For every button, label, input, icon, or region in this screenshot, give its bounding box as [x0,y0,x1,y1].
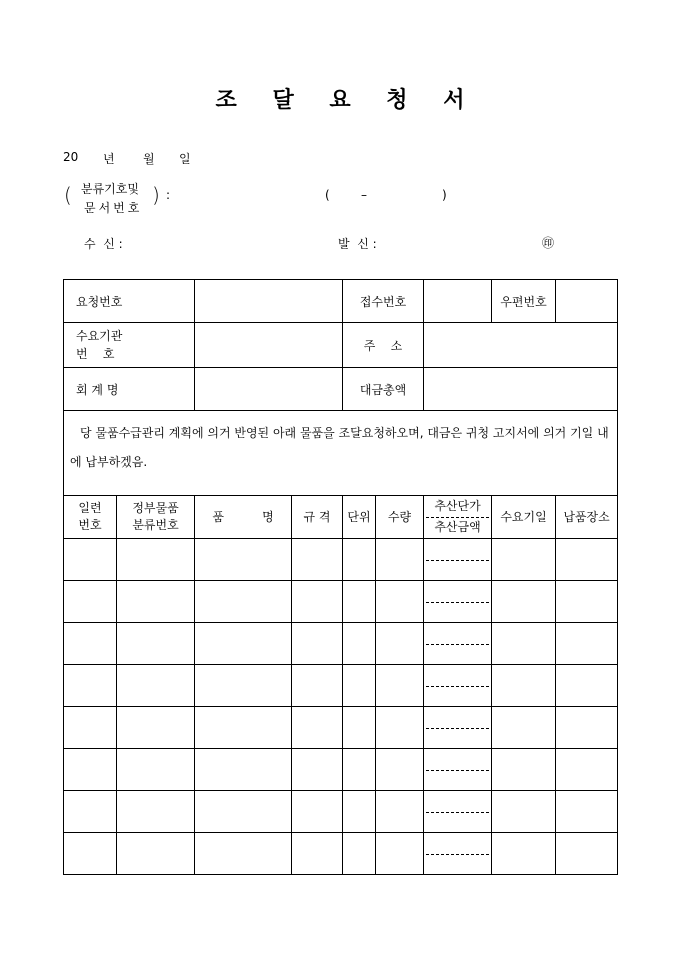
item-cell[interactable] [492,539,556,581]
item-cell[interactable] [343,791,376,833]
recipient-label: 수 신 : [84,237,123,251]
item-cell[interactable] [292,539,343,581]
request-form-table [63,279,618,875]
demand-agency-label-line2: 번 호 [76,347,115,361]
item-cell[interactable] [492,791,556,833]
date-day: 일 [179,152,191,166]
item-cell[interactable] [117,833,195,875]
item-cell[interactable] [424,623,492,665]
item-cell[interactable] [424,749,492,791]
postal-code-label: 우편번호 [492,280,556,323]
item-cell[interactable] [556,833,618,875]
item-cell[interactable] [492,665,556,707]
item-cell[interactable] [117,791,195,833]
item-cell[interactable] [376,665,424,707]
item-cell[interactable] [64,623,117,665]
col-unit: 단위 [343,496,376,539]
item-cell[interactable] [117,623,195,665]
item-cell[interactable] [64,707,117,749]
col-est-unit-price: 추산단가 [434,499,481,513]
address-value [424,323,618,368]
item-est-divider [426,560,489,561]
receipt-no-value [424,280,492,323]
date-month: 월 [143,152,155,166]
item-cell[interactable] [492,581,556,623]
receipt-no-label: 접수번호 [343,280,424,323]
item-cell[interactable] [117,749,195,791]
item-cell[interactable] [376,539,424,581]
item-cell[interactable] [556,749,618,791]
item-rows [64,539,618,875]
col-item-name: 품 명 [195,496,292,539]
item-row [64,749,618,791]
item-cell[interactable] [195,623,292,665]
item-cell[interactable] [64,833,117,875]
request-no-label: 요청번호 [64,280,195,323]
item-cell[interactable] [343,665,376,707]
item-cell[interactable] [556,581,618,623]
col-serial: 일련 번호 [64,496,117,539]
item-cell[interactable] [492,707,556,749]
item-cell[interactable] [195,539,292,581]
item-cell[interactable] [195,581,292,623]
demand-agency-value [195,323,343,368]
item-cell[interactable] [424,707,492,749]
item-cell[interactable] [343,581,376,623]
item-cell[interactable] [556,707,618,749]
date-prefix: 20 [63,150,79,164]
item-est-divider [426,686,489,687]
item-cell[interactable] [117,581,195,623]
col-spec: 규 격 [292,496,343,539]
item-cell[interactable] [343,539,376,581]
item-row [64,539,618,581]
item-row [64,791,618,833]
item-cell[interactable] [556,623,618,665]
item-cell[interactable] [424,581,492,623]
seal-mark: ㊞ [542,236,555,250]
item-cell[interactable] [292,707,343,749]
item-cell[interactable] [64,581,117,623]
item-cell[interactable] [343,833,376,875]
item-row [64,833,618,875]
item-cell[interactable] [292,623,343,665]
request-no-value [195,280,343,323]
item-row [64,623,618,665]
col-delivery-place: 납품장소 [556,496,618,539]
item-cell[interactable] [195,707,292,749]
item-cell[interactable] [292,581,343,623]
item-cell[interactable] [556,539,618,581]
col-qty: 수량 [376,496,424,539]
item-cell[interactable] [64,539,117,581]
item-cell[interactable] [343,749,376,791]
sender-label: 발 신 : [338,237,377,251]
item-cell[interactable] [424,665,492,707]
item-est-divider [426,770,489,771]
item-cell[interactable] [492,623,556,665]
demand-agency-label [64,323,195,368]
classification-close-paren: ) [152,183,160,207]
item-cell[interactable] [64,791,117,833]
item-row [64,581,618,623]
item-row [64,665,618,707]
item-cell[interactable] [376,707,424,749]
item-est-divider [426,854,489,855]
item-cell[interactable] [117,539,195,581]
item-cell[interactable] [376,791,424,833]
item-cell[interactable] [376,581,424,623]
account-name-label: 회 계 명 [64,368,195,411]
item-cell[interactable] [556,791,618,833]
account-name-value [195,368,343,411]
classification-label-line1: 분류기호및 [81,182,139,196]
item-cell[interactable] [424,833,492,875]
item-cell[interactable] [195,665,292,707]
item-cell[interactable] [117,707,195,749]
item-est-divider [426,728,489,729]
item-cell[interactable] [292,665,343,707]
col-est-divider [426,517,489,518]
item-cell[interactable] [556,665,618,707]
item-cell[interactable] [343,707,376,749]
item-cell[interactable] [376,749,424,791]
page-title: 조 달 요 청 서 [215,87,479,113]
total-amount-value [424,368,618,411]
col-due-date: 수요기일 [492,496,556,539]
date-year: 년 [103,152,115,166]
item-cell[interactable] [195,749,292,791]
item-est-divider [426,812,489,813]
item-cell[interactable] [292,749,343,791]
item-cell[interactable] [64,665,117,707]
item-cell[interactable] [195,791,292,833]
demand-agency-label-line1: 수요기관 [76,329,123,343]
classification-open-paren: ( [64,183,72,207]
item-row [64,707,618,749]
col-est-amount: 추산금액 [434,520,481,534]
item-cell[interactable] [343,623,376,665]
classification-value-close: ) [442,188,447,202]
item-cell[interactable] [424,791,492,833]
item-est-divider [426,602,489,603]
item-cell[interactable] [292,833,343,875]
item-cell[interactable] [195,833,292,875]
notice-text: 당 물품수급관리 계획에 의거 반영된 아래 물품을 조달요청하오며, 대금은 귀청 고지서에 의거 기일 내에 납부하겠음. [64,411,618,496]
item-est-divider [426,644,489,645]
classification-value-sep: – [361,188,367,202]
item-cell[interactable] [424,539,492,581]
item-cell[interactable] [117,665,195,707]
col-est-price-amount [424,496,492,539]
item-cell[interactable] [292,791,343,833]
postal-code-value [556,280,618,323]
classification-value-open: ( [325,188,330,202]
address-label: 주 소 [343,323,424,368]
item-cell[interactable] [492,833,556,875]
item-cell[interactable] [376,833,424,875]
item-cell[interactable] [64,749,117,791]
classification-label-line2: 문서번호 [84,201,143,215]
total-amount-label: 대금총액 [343,368,424,411]
item-cell[interactable] [376,623,424,665]
col-gov-class: 정부물품 분류번호 [117,496,195,539]
item-cell[interactable] [492,749,556,791]
classification-colon: : [166,188,171,202]
